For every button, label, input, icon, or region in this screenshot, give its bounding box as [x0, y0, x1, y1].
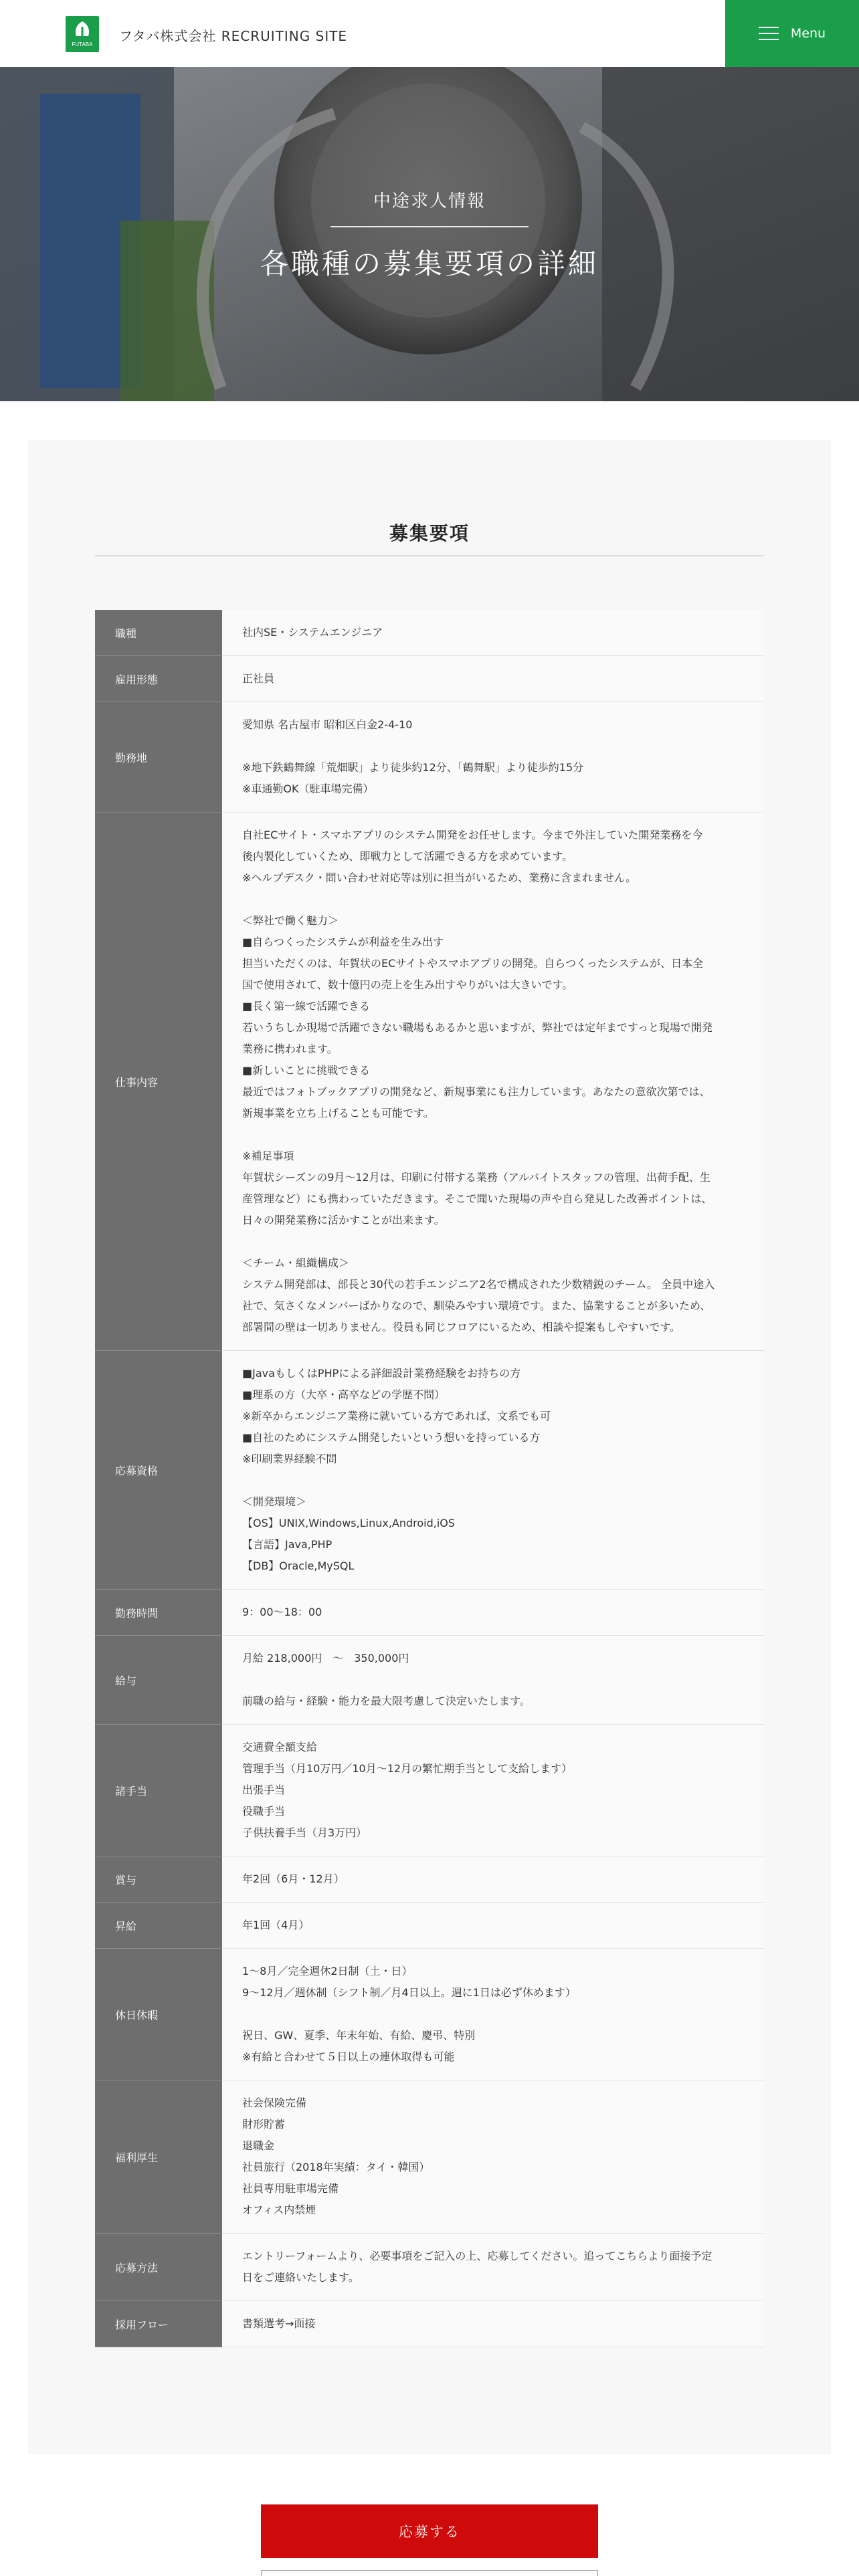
row-value-line: 祝日、GW、夏季、年末年始、有給、慶弔、特別 — [242, 2029, 476, 2042]
section-title: 募集要項 — [389, 522, 470, 544]
row-value-line: ＜開発環境＞ — [242, 1495, 307, 1508]
row-value-line — [242, 889, 744, 910]
table-row — [95, 610, 764, 656]
section-divider — [95, 555, 764, 556]
row-value — [222, 1351, 764, 1590]
row-value-line: ※新卒からエンジニア業務に就いている方であれば、文系でも可 — [242, 1410, 551, 1422]
row-value-line: 自社ECサイト・スマホアプリのシステム開発をお任せします。今まで外注していた開発業務を今 — [242, 829, 703, 841]
row-value-line — [242, 1470, 744, 1491]
row-value — [222, 2080, 764, 2234]
table-row — [95, 2080, 764, 2234]
row-value-line — [242, 2004, 744, 2025]
row-value-line: 後内製化していくため、即戦力として活躍できる方を求めています。 — [242, 850, 573, 863]
row-value-line: ※車通勤OK（駐車場完備） — [242, 782, 374, 795]
row-value-line — [242, 1124, 744, 1146]
row-value-line: エントリーフォームより、必要事項をご記入の上、応募してください。追ってこちらより面接予定 — [242, 2250, 712, 2262]
company-logo-icon[interactable] — [66, 16, 99, 52]
row-value-line: 子供扶養手当（月3万円） — [242, 1826, 367, 1839]
row-value — [222, 813, 764, 1351]
hero-banner — [0, 67, 859, 401]
row-label: 勤務時間 — [95, 1590, 222, 1636]
row-value-line: 【言語】Java,PHP — [242, 1538, 332, 1551]
row-value-line: ■自らつくったシステムが利益を生み出す — [242, 936, 444, 948]
table-row — [95, 1590, 764, 1636]
row-value-line: 【DB】Oracle,MySQL — [242, 1560, 355, 1572]
row-value-line — [242, 1669, 744, 1691]
row-value — [222, 702, 764, 813]
row-value-line: 交通費全額支給 — [242, 1741, 318, 1753]
row-value-line — [242, 1231, 744, 1253]
row-value-line: 管理手当（月10万円／10月〜12月の繁忙期手当として支給します） — [242, 1762, 573, 1775]
row-value-line: システム開発部は、部長と30代の若手エンジニア2名で構成された少数精鋭のチーム。 全員中途入 — [242, 1278, 715, 1291]
row-value-line — [242, 736, 744, 757]
hero-title: 各職種の募集要項の詳細 — [260, 247, 599, 280]
row-label: 採用フロー — [95, 2301, 222, 2347]
svg-text:FUTABA: FUTABA — [72, 41, 93, 47]
row-value-line: 前職の給与・経験・能力を最大限考慮して決定いたします。 — [242, 1695, 531, 1707]
row-value-line: 9：00〜18：00 — [242, 1606, 322, 1618]
table-row — [95, 1636, 764, 1725]
row-label: 勤務地 — [95, 702, 222, 813]
row-value-line: 部署間の壁は一切ありません。役員も同じフロアにいるため、相談や提案もしやすいです。 — [242, 1321, 681, 1333]
table-row — [95, 1949, 764, 2080]
row-value-line: 年賀状シーズンの9月〜12月は、印刷に付帯する業務（アルバイトスタッフの管理、出荷手配、生 — [242, 1171, 710, 1184]
row-value-line: 社会保険完備 — [242, 2097, 307, 2109]
requirements-table — [95, 610, 764, 2347]
row-value-line: 産管理など）にも携わっていただきます。そこで聞いた現場の声や自ら発見した改善ポイントは、 — [242, 1192, 712, 1205]
row-value — [222, 2301, 764, 2347]
requirements-panel — [28, 440, 831, 2454]
row-value — [222, 1636, 764, 1725]
row-value-line: オフィス内禁煙 — [242, 2204, 316, 2216]
row-value-line: ■自社のためにシステム開発したいという想いを持っている方 — [242, 1431, 541, 1444]
table-row — [95, 1903, 764, 1949]
row-value-line: 月給 218,000円 〜 350,000円 — [242, 1652, 409, 1665]
row-value-line: 財形貯蓄 — [242, 2118, 286, 2131]
site-header — [0, 0, 859, 67]
hero-subtitle: 中途求人情報 — [373, 191, 486, 211]
row-value — [222, 2234, 764, 2301]
row-value — [222, 1903, 764, 1949]
row-value-line: 新規事業を立ち上げることも可能です。 — [242, 1107, 434, 1119]
logo-wordmark — [69, 40, 96, 48]
row-label: 給与 — [95, 1636, 222, 1725]
row-label: 雇用形態 — [95, 656, 222, 702]
row-value-line: ■長く第一線で活躍できる — [242, 1000, 371, 1012]
row-value-line: 年2回（6月・12月） — [242, 1872, 345, 1885]
row-label: 賞与 — [95, 1856, 222, 1903]
row-value-line: 社員旅行（2018年実績：タイ・韓国） — [242, 2161, 430, 2173]
row-value-line: 愛知県 名古屋市 昭和区白金2-4-10 — [242, 718, 413, 731]
row-value-line: 日をご連絡いたします。 — [242, 2271, 359, 2284]
table-row — [95, 813, 764, 1351]
row-value — [222, 656, 764, 702]
row-label: 応募資格 — [95, 1351, 222, 1590]
row-value-line: 担当いただくのは、年賀状のECサイトやスマホアプリの開発。自らつくったシステムが、日本全 — [242, 957, 704, 970]
hero-background-photo — [0, 67, 859, 401]
menu-label: Menu — [790, 26, 826, 41]
row-value-line: ※ヘルプデスク・問い合わせ対応等は別に担当がいるため、業務に含まれません。 — [242, 871, 637, 884]
table-row — [95, 1725, 764, 1856]
row-value-line: 社員専用駐車場完備 — [242, 2182, 339, 2195]
apply-button[interactable]: 応募する — [261, 2504, 598, 2558]
row-value-line: 出張手当 — [242, 1784, 286, 1796]
row-value-line: 【OS】UNIX,Windows,Linux,Android,iOS — [242, 1517, 456, 1529]
row-value-line: 年1回（4月） — [242, 1919, 310, 1931]
row-label: 仕事内容 — [95, 813, 222, 1351]
table-row — [95, 702, 764, 813]
table-row — [95, 1351, 764, 1590]
row-value — [222, 1856, 764, 1903]
row-value-line: 書類選考→面接 — [242, 2317, 316, 2330]
row-value — [222, 1725, 764, 1856]
hamburger-icon — [759, 27, 779, 40]
row-label: 昇給 — [95, 1903, 222, 1949]
row-label: 福利厚生 — [95, 2080, 222, 2234]
row-value-line: ＜弊社で働く魅力＞ — [242, 914, 339, 927]
row-value-line: 社で、気さくなメンバーばかりなので、馴染みやすい環境です。また、協業することが多いため、 — [242, 1299, 711, 1312]
row-value-line: 社内SE・システムエンジニア — [242, 626, 383, 639]
row-value-line: 業務に携われます。 — [242, 1043, 338, 1055]
row-label: 職種 — [95, 610, 222, 656]
row-value-line: ※有給と合わせて５日以上の連休取得も可能 — [242, 2050, 455, 2063]
row-value-line: ※補足事項 — [242, 1150, 294, 1162]
row-label: 応募方法 — [95, 2234, 222, 2301]
hero-divider — [330, 226, 529, 227]
row-value-line: 日々の開発業務に活かすことが出来ます。 — [242, 1214, 445, 1226]
table-row — [95, 656, 764, 702]
row-value — [222, 1949, 764, 2080]
row-value-line: ■理系の方（大卒・高卒などの学歴不問） — [242, 1388, 446, 1401]
row-value-line: 正社員 — [242, 672, 275, 685]
row-value — [222, 1590, 764, 1636]
row-value-line: ＜チーム・組織構成＞ — [242, 1257, 350, 1269]
row-value-line: 1〜8月／完全週休2日制（土・日） — [242, 1965, 413, 1977]
row-value-line: 最近ではフォトブックアプリの開発など、新規事業にも注力しています。あなたの意欲次第では、 — [242, 1085, 710, 1098]
row-label: 諸手当 — [95, 1725, 222, 1856]
row-value-line: ■JavaもしくはPHPによる詳細設計業務経験をお持ちの方 — [242, 1367, 521, 1380]
row-value — [222, 610, 764, 656]
row-value-line: 9〜12月／週休制（シフト制／月4日以上。週に1日は必ず休めます） — [242, 1986, 576, 1999]
table-row — [95, 2301, 764, 2347]
table-row — [95, 2234, 764, 2301]
row-value-line: 若いうちしか現場で活躍できない職場もあるかと思いますが、弊社では定年まですっと現場で開発 — [242, 1021, 713, 1034]
row-value-line: ※地下鉄鶴舞線「荒畑駅」より徒歩約12分、「鶴舞駅」より徒歩約15分 — [242, 761, 584, 774]
table-row — [95, 1856, 764, 1903]
menu-button[interactable] — [725, 0, 859, 67]
leaf-logo-icon — [71, 20, 94, 40]
row-value-line: ※印刷業界経験不問 — [242, 1453, 337, 1465]
row-value-line: 退職金 — [242, 2139, 275, 2152]
row-label: 休日休暇 — [95, 1949, 222, 2080]
secondary-button-edge[interactable] — [261, 2570, 598, 2576]
site-title[interactable]: フタバ株式会社 RECRUITING SITE — [119, 28, 348, 44]
row-value-line: 役職手当 — [242, 1805, 286, 1818]
row-value-line: ■新しいことに挑戦できる — [242, 1064, 371, 1077]
row-value-line: 国で使用されて、数十億円の売上を生み出すやりがいは大きいです。 — [242, 978, 573, 991]
